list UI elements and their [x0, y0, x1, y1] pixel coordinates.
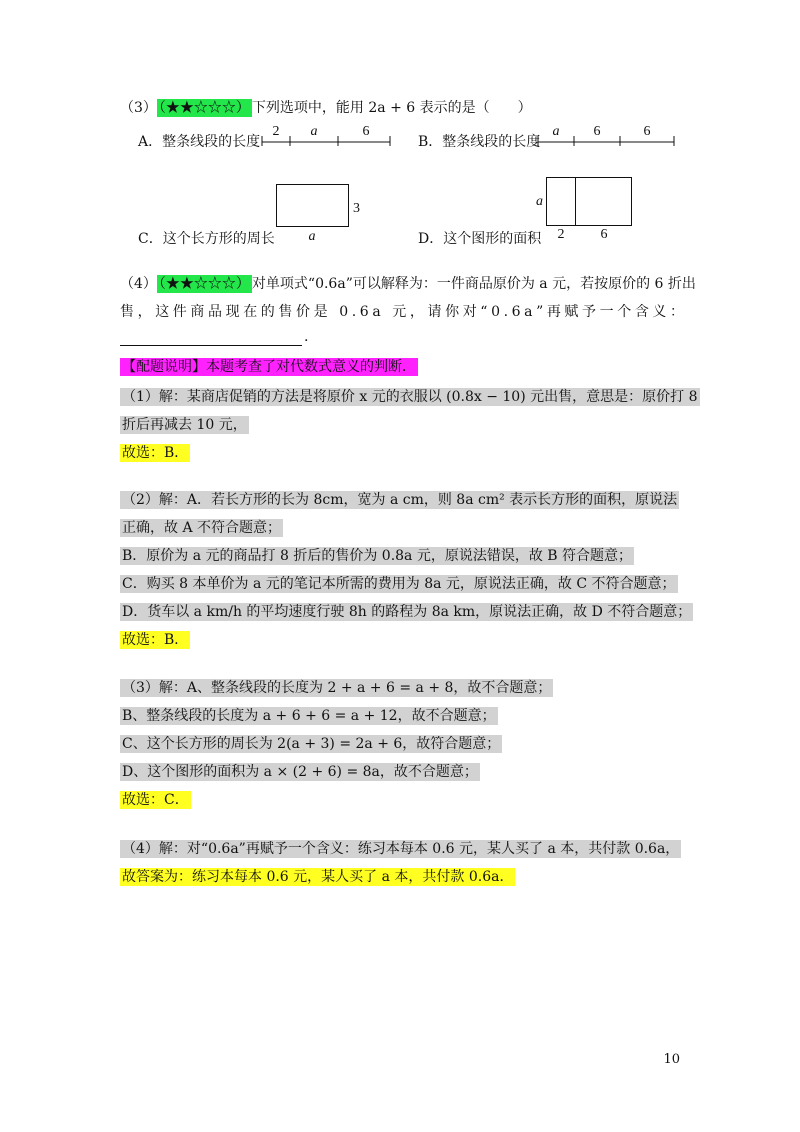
explanation-title: 【配题说明】本题考查了对代数式意义的判断．: [122, 359, 416, 375]
segment-figure-a: [262, 122, 392, 148]
rect-c-bottom-label: a: [308, 229, 316, 244]
sol2-text-5: D．货车以 a km/h 的平均速度行驶 8h 的路程为 8a km，原说法正确，故 D 不符合题意；: [122, 604, 692, 620]
sol2-text-1: （2）解：A．若长方形的长为 8cm，宽为 a cm，则 8a cm² 表示长方形的面积，原说法: [122, 492, 678, 508]
q3-stem: 下列选项中，能用 2a + 6 表示的是（ ）: [251, 100, 532, 116]
sol2-line-3: [120, 545, 634, 567]
difficulty-stars: （★★☆☆☆）: [158, 276, 250, 292]
sol3-text-4: D、这个图形的面积为 a × (2 + 6) = 8a，故不合题意；: [122, 764, 478, 780]
q4-text-1: 对单项式“0.6a”可以解释为：一件商品原价为 a 元，若按原价的 6 折出: [251, 276, 696, 292]
sol4-answer: 故答案为：练习本每本 0.6 元，某人买了 a 本，共付款 0.6a．: [122, 869, 514, 885]
seg-a-label-1: 2: [272, 124, 280, 139]
sol1-answer-line: [120, 442, 190, 464]
page-number: 10: [663, 1052, 680, 1067]
sol2-line-2: [120, 517, 283, 539]
sol2-text-3: B．原价为 a 元的商品打 8 折后的售价为 0.8a 元，原说法错误，故 B 符合题意；: [122, 548, 633, 564]
sol1-text-2: 折后再减去 10 元，: [122, 417, 247, 433]
explanation-title-line: [120, 356, 418, 378]
sol4-answer-line: [120, 866, 515, 888]
q4-line-2: 售，这件商品现在的售价是 0.6a 元，请你对“0.6a”再赋予一个含义：: [120, 304, 688, 320]
rectangle-figure-c: [276, 184, 366, 244]
sol4-line-1: [120, 838, 681, 860]
sol2-text-2: 正确，故 A 不符合题意；: [122, 520, 282, 536]
sol3-answer: 故选：C．: [122, 792, 189, 808]
answer-blank-period: .: [304, 329, 309, 345]
q3-option-c-text: C．这个长方形的周长: [138, 231, 275, 247]
sol2-line-4: [120, 573, 678, 595]
sol2-line-1: [120, 489, 679, 511]
difficulty-stars: （★★☆☆☆）: [158, 100, 250, 116]
sol1-line-1: [120, 386, 700, 408]
seg-a-label-3: 6: [362, 124, 370, 139]
sol2-answer-line: [120, 629, 190, 651]
sol3-answer-line: [120, 789, 191, 811]
sol1-answer: 故选：B．: [122, 445, 189, 461]
sol3-text-1: （3）解：A、整条线段的长度为 2 + a + 6 = a + 8，故不合题意；: [122, 680, 552, 696]
sol1-text-1: （1）解：某商店促销的方法是将原价 x 元的衣服以 (0.8x − 10) 元出售，意思是：原价打 8: [122, 389, 698, 405]
q3-option-a-text: A．整条线段的长度: [138, 134, 261, 150]
composite-rectangle-figure-d: [536, 176, 636, 244]
sol4-text-1: （4）解：对“0.6a”再赋予一个含义：练习本每本 0.6 元，某人买了 a 本，共付款 0.6a，: [122, 841, 680, 857]
q4-line-1: [120, 273, 696, 295]
sol2-line-5: [120, 601, 693, 623]
seg-b-label-1: a: [552, 124, 560, 139]
rect-c-side-label: 3: [353, 201, 360, 216]
q4-label: （4）: [120, 276, 157, 292]
sol3-line-2: [120, 705, 498, 727]
q3-label: （3）: [120, 100, 157, 116]
q3-stem-line: [120, 97, 532, 119]
q3-option-b-text: B．整条线段的长度: [418, 134, 541, 150]
sol3-text-3: C、这个长方形的周长为 2(a + 3) = 2a + 6，故符合题意；: [122, 736, 501, 752]
seg-a-label-2: a: [310, 124, 318, 139]
seg-b-label-3: 6: [643, 124, 651, 139]
answer-blank: [120, 329, 302, 346]
seg-b-label-2: 6: [593, 124, 601, 139]
sol3-line-3: [120, 733, 502, 755]
sol2-answer: 故选：B．: [122, 632, 189, 648]
sol1-line-2: [120, 414, 249, 436]
rect-d-side-label: a: [536, 194, 543, 209]
sol3-line-4: [120, 761, 480, 783]
q3-option-d-text: D．这个图形的面积: [418, 231, 542, 247]
sol2-text-4: C．购买 8 本单价为 a 元的笔记本所需的费用为 8a 元，原说法正确，故 C 不符合题意；: [122, 576, 676, 592]
rect-d-bottom-label-2: 6: [600, 227, 608, 242]
sol3-line-1: [120, 677, 553, 699]
segment-figure-b: [538, 122, 678, 148]
sol3-text-2: B、整条线段的长度为 a + 6 + 6 = a + 12，故不合题意；: [122, 708, 496, 724]
rect-d-bottom-label-1: 2: [557, 227, 565, 242]
